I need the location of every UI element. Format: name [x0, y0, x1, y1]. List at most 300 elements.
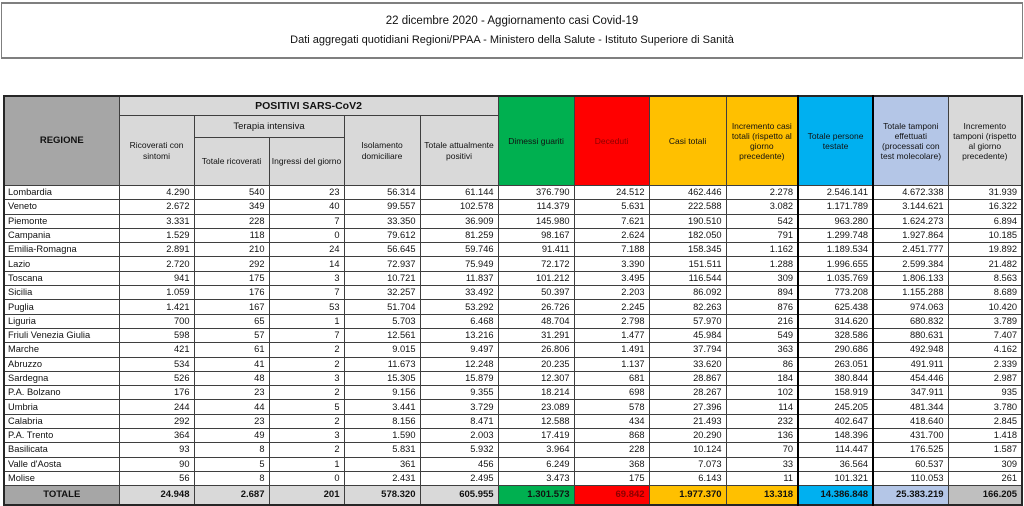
- header-deceduti: Deceduti: [574, 96, 649, 186]
- value-cell: 151.511: [649, 257, 726, 271]
- value-cell: 28.267: [649, 386, 726, 400]
- value-cell: 492.948: [873, 343, 948, 357]
- value-cell: 11.673: [344, 357, 420, 371]
- region-cell: Abruzzo: [4, 357, 119, 371]
- totale-value-cell: 201: [269, 486, 344, 506]
- value-cell: 13.216: [420, 328, 498, 342]
- value-cell: 7: [269, 286, 344, 300]
- value-cell: 244: [119, 400, 194, 414]
- value-cell: 1.155.288: [873, 286, 948, 300]
- value-cell: 26.806: [498, 343, 574, 357]
- value-cell: 309: [948, 457, 1022, 471]
- value-cell: 6.249: [498, 457, 574, 471]
- value-cell: 540: [194, 186, 269, 200]
- region-cell: Umbria: [4, 400, 119, 414]
- value-cell: 50.397: [498, 286, 574, 300]
- region-cell: Basilicata: [4, 443, 119, 457]
- value-cell: 33: [726, 457, 798, 471]
- value-cell: 136: [726, 429, 798, 443]
- table-row: [4, 300, 1022, 314]
- value-cell: 9.156: [344, 386, 420, 400]
- value-cell: 26.726: [498, 300, 574, 314]
- table-row: [4, 386, 1022, 400]
- value-cell: 82.263: [649, 300, 726, 314]
- value-cell: 1.189.534: [798, 243, 873, 257]
- value-cell: 526: [119, 371, 194, 385]
- value-cell: 116.544: [649, 271, 726, 285]
- value-cell: 491.911: [873, 357, 948, 371]
- table-header: [4, 96, 1022, 186]
- value-cell: 1.491: [574, 343, 649, 357]
- value-cell: 56: [119, 471, 194, 485]
- value-cell: 20.290: [649, 429, 726, 443]
- value-cell: 1.059: [119, 286, 194, 300]
- table-row: [4, 457, 1022, 471]
- value-cell: 3.331: [119, 214, 194, 228]
- value-cell: 98.167: [498, 228, 574, 242]
- value-cell: 364: [119, 429, 194, 443]
- table-row: [4, 286, 1022, 300]
- value-cell: 10.124: [649, 443, 726, 457]
- value-cell: 12.588: [498, 414, 574, 428]
- value-cell: 11.837: [420, 271, 498, 285]
- value-cell: 9.015: [344, 343, 420, 357]
- value-cell: 880.631: [873, 328, 948, 342]
- value-cell: 434: [574, 414, 649, 428]
- region-cell: Piemonte: [4, 214, 119, 228]
- value-cell: 51.704: [344, 300, 420, 314]
- totale-value-cell: 578.320: [344, 486, 420, 506]
- region-cell: Toscana: [4, 271, 119, 285]
- value-cell: 7.073: [649, 457, 726, 471]
- value-cell: 44: [194, 400, 269, 414]
- value-cell: 2: [269, 386, 344, 400]
- value-cell: 5.932: [420, 443, 498, 457]
- value-cell: 33.350: [344, 214, 420, 228]
- region-cell: Emilia-Romagna: [4, 243, 119, 257]
- value-cell: 70: [726, 443, 798, 457]
- value-cell: 19.892: [948, 243, 1022, 257]
- value-cell: 462.446: [649, 186, 726, 200]
- value-cell: 7.621: [574, 214, 649, 228]
- value-cell: 8: [194, 443, 269, 457]
- report-title-box: [1, 2, 1023, 59]
- region-cell: Liguria: [4, 314, 119, 328]
- value-cell: 2.546.141: [798, 186, 873, 200]
- value-cell: 3.390: [574, 257, 649, 271]
- value-cell: 3: [269, 371, 344, 385]
- value-cell: 292: [119, 414, 194, 428]
- table-row: [4, 271, 1022, 285]
- value-cell: 0: [269, 471, 344, 485]
- value-cell: 9.355: [420, 386, 498, 400]
- value-cell: 8.563: [948, 271, 1022, 285]
- table-row: [4, 471, 1022, 485]
- value-cell: 0: [269, 228, 344, 242]
- value-cell: 65: [194, 314, 269, 328]
- table-body: [4, 186, 1022, 506]
- value-cell: 12.307: [498, 371, 574, 385]
- value-cell: 1.035.769: [798, 271, 873, 285]
- covid-data-table: [3, 95, 1023, 506]
- table-row: [4, 328, 1022, 342]
- totale-value-cell: 24.948: [119, 486, 194, 506]
- value-cell: 36.909: [420, 214, 498, 228]
- region-cell: Veneto: [4, 200, 119, 214]
- value-cell: 5.703: [344, 314, 420, 328]
- value-cell: 6.894: [948, 214, 1022, 228]
- value-cell: 101.212: [498, 271, 574, 285]
- value-cell: 1.299.748: [798, 228, 873, 242]
- region-cell: Marche: [4, 343, 119, 357]
- value-cell: 175: [194, 271, 269, 285]
- value-cell: 23: [194, 386, 269, 400]
- value-cell: 578: [574, 400, 649, 414]
- value-cell: 549: [726, 328, 798, 342]
- value-cell: 263.051: [798, 357, 873, 371]
- totale-row: [4, 486, 1022, 506]
- table-row: [4, 343, 1022, 357]
- value-cell: 56.645: [344, 243, 420, 257]
- value-cell: 1: [269, 314, 344, 328]
- header-tamponi-effettuati: Totale tamponi effettuati (processati con test molecolare): [873, 96, 948, 186]
- value-cell: 32.257: [344, 286, 420, 300]
- region-cell: Friuli Venezia Giulia: [4, 328, 119, 342]
- header-group-terapia-intensiva: Terapia intensiva: [194, 116, 344, 138]
- value-cell: 309: [726, 271, 798, 285]
- value-cell: 53: [269, 300, 344, 314]
- value-cell: 9.497: [420, 343, 498, 357]
- value-cell: 49: [194, 429, 269, 443]
- table-row: [4, 257, 1022, 271]
- value-cell: 1.927.864: [873, 228, 948, 242]
- value-cell: 148.396: [798, 429, 873, 443]
- table-row: [4, 243, 1022, 257]
- value-cell: 2.245: [574, 300, 649, 314]
- region-cell: Calabria: [4, 414, 119, 428]
- report-subtitle: Dati aggregati quotidiani Regioni/PPAA - Ministero della Salute - Istituto Superiore di Sanità: [290, 34, 734, 46]
- value-cell: 8: [194, 471, 269, 485]
- region-cell: Sardegna: [4, 371, 119, 385]
- value-cell: 481.344: [873, 400, 948, 414]
- value-cell: 222.588: [649, 200, 726, 214]
- value-cell: 210: [194, 243, 269, 257]
- value-cell: 36.564: [798, 457, 873, 471]
- value-cell: 935: [948, 386, 1022, 400]
- table-row: [4, 214, 1022, 228]
- value-cell: 1: [269, 457, 344, 471]
- value-cell: 61: [194, 343, 269, 357]
- value-cell: 349: [194, 200, 269, 214]
- value-cell: 328.586: [798, 328, 873, 342]
- value-cell: 110.053: [873, 471, 948, 485]
- value-cell: 542: [726, 214, 798, 228]
- value-cell: 974.063: [873, 300, 948, 314]
- value-cell: 290.686: [798, 343, 873, 357]
- value-cell: 1.590: [344, 429, 420, 443]
- value-cell: 2: [269, 343, 344, 357]
- value-cell: 167: [194, 300, 269, 314]
- totale-value-cell: 2.687: [194, 486, 269, 506]
- value-cell: 2.339: [948, 357, 1022, 371]
- value-cell: 17.419: [498, 429, 574, 443]
- value-cell: 3.729: [420, 400, 498, 414]
- region-cell: Campania: [4, 228, 119, 242]
- value-cell: 16.322: [948, 200, 1022, 214]
- value-cell: 2.599.384: [873, 257, 948, 271]
- region-cell: Sicilia: [4, 286, 119, 300]
- value-cell: 114: [726, 400, 798, 414]
- value-cell: 2: [269, 357, 344, 371]
- value-cell: 10.420: [948, 300, 1022, 314]
- value-cell: 48.704: [498, 314, 574, 328]
- value-cell: 5.831: [344, 443, 420, 457]
- value-cell: 1.996.655: [798, 257, 873, 271]
- header-incremento-tamponi: Incremento tamponi (rispetto al giorno precedente): [948, 96, 1022, 186]
- value-cell: 1.137: [574, 357, 649, 371]
- value-cell: 60.537: [873, 457, 948, 471]
- value-cell: 53.292: [420, 300, 498, 314]
- value-cell: 3.082: [726, 200, 798, 214]
- header-casi-totali: Casi totali: [649, 96, 726, 186]
- value-cell: 2.003: [420, 429, 498, 443]
- value-cell: 8.156: [344, 414, 420, 428]
- header-regione: REGIONE: [4, 96, 119, 186]
- value-cell: 57: [194, 328, 269, 342]
- value-cell: 2.624: [574, 228, 649, 242]
- header-persone-testate: Totale persone testate: [798, 96, 873, 186]
- totale-value-cell: 14.386.848: [798, 486, 873, 506]
- value-cell: 454.446: [873, 371, 948, 385]
- value-cell: 1.587: [948, 443, 1022, 457]
- value-cell: 5.631: [574, 200, 649, 214]
- value-cell: 625.438: [798, 300, 873, 314]
- value-cell: 963.280: [798, 214, 873, 228]
- value-cell: 376.790: [498, 186, 574, 200]
- value-cell: 2.987: [948, 371, 1022, 385]
- value-cell: 101.321: [798, 471, 873, 485]
- value-cell: 4.290: [119, 186, 194, 200]
- value-cell: 57.970: [649, 314, 726, 328]
- value-cell: 431.700: [873, 429, 948, 443]
- value-cell: 2.798: [574, 314, 649, 328]
- value-cell: 12.561: [344, 328, 420, 342]
- value-cell: 18.214: [498, 386, 574, 400]
- value-cell: 2.203: [574, 286, 649, 300]
- value-cell: 7: [269, 214, 344, 228]
- value-cell: 14: [269, 257, 344, 271]
- totale-value-cell: 1.301.573: [498, 486, 574, 506]
- value-cell: 21.482: [948, 257, 1022, 271]
- value-cell: 27.396: [649, 400, 726, 414]
- value-cell: 10.721: [344, 271, 420, 285]
- value-cell: 24.512: [574, 186, 649, 200]
- value-cell: 184: [726, 371, 798, 385]
- totale-value-cell: 1.977.370: [649, 486, 726, 506]
- header-ingressi-del-giorno: Ingressi del giorno: [269, 138, 344, 186]
- value-cell: 245.205: [798, 400, 873, 414]
- value-cell: 158.919: [798, 386, 873, 400]
- value-cell: 361: [344, 457, 420, 471]
- table-row: [4, 228, 1022, 242]
- value-cell: 402.647: [798, 414, 873, 428]
- region-cell: P.A. Bolzano: [4, 386, 119, 400]
- value-cell: 61.144: [420, 186, 498, 200]
- value-cell: 99.557: [344, 200, 420, 214]
- value-cell: 11: [726, 471, 798, 485]
- value-cell: 8.689: [948, 286, 1022, 300]
- value-cell: 292: [194, 257, 269, 271]
- report-title: 22 dicembre 2020 - Aggiornamento casi Covid-19: [385, 15, 639, 27]
- value-cell: 3.495: [574, 271, 649, 285]
- value-cell: 1.288: [726, 257, 798, 271]
- value-cell: 145.980: [498, 214, 574, 228]
- value-cell: 72.937: [344, 257, 420, 271]
- value-cell: 3.964: [498, 443, 574, 457]
- table-row: [4, 357, 1022, 371]
- value-cell: 232: [726, 414, 798, 428]
- value-cell: 3.441: [344, 400, 420, 414]
- totale-label: TOTALE: [4, 486, 119, 506]
- value-cell: 33.620: [649, 357, 726, 371]
- value-cell: 175: [574, 471, 649, 485]
- value-cell: 7.407: [948, 328, 1022, 342]
- region-cell: Puglia: [4, 300, 119, 314]
- value-cell: 2.278: [726, 186, 798, 200]
- value-cell: 876: [726, 300, 798, 314]
- totale-value-cell: 605.955: [420, 486, 498, 506]
- value-cell: 75.949: [420, 257, 498, 271]
- value-cell: 261: [948, 471, 1022, 485]
- value-cell: 2: [269, 443, 344, 457]
- value-cell: 31.291: [498, 328, 574, 342]
- value-cell: 1.418: [948, 429, 1022, 443]
- value-cell: 56.314: [344, 186, 420, 200]
- value-cell: 1.477: [574, 328, 649, 342]
- region-cell: Valle d'Aosta: [4, 457, 119, 471]
- value-cell: 6.468: [420, 314, 498, 328]
- value-cell: 698: [574, 386, 649, 400]
- value-cell: 1.162: [726, 243, 798, 257]
- value-cell: 8.471: [420, 414, 498, 428]
- value-cell: 534: [119, 357, 194, 371]
- value-cell: 114.379: [498, 200, 574, 214]
- value-cell: 79.612: [344, 228, 420, 242]
- value-cell: 2.431: [344, 471, 420, 485]
- value-cell: 190.510: [649, 214, 726, 228]
- region-cell: P.A. Trento: [4, 429, 119, 443]
- value-cell: 228: [574, 443, 649, 457]
- value-cell: 380.844: [798, 371, 873, 385]
- value-cell: 176.525: [873, 443, 948, 457]
- value-cell: 24: [269, 243, 344, 257]
- value-cell: 418.640: [873, 414, 948, 428]
- value-cell: 680.832: [873, 314, 948, 328]
- header-totale-ricoverati: Totale ricoverati: [194, 138, 269, 186]
- value-cell: 2.845: [948, 414, 1022, 428]
- region-cell: Lazio: [4, 257, 119, 271]
- value-cell: 4.672.338: [873, 186, 948, 200]
- value-cell: 90: [119, 457, 194, 471]
- value-cell: 1.806.133: [873, 271, 948, 285]
- value-cell: 23.089: [498, 400, 574, 414]
- value-cell: 23: [194, 414, 269, 428]
- value-cell: 3.144.621: [873, 200, 948, 214]
- table-row: [4, 314, 1022, 328]
- totale-value-cell: 69.842: [574, 486, 649, 506]
- value-cell: 347.911: [873, 386, 948, 400]
- table-row: [4, 400, 1022, 414]
- value-cell: 118: [194, 228, 269, 242]
- table-row: [4, 200, 1022, 214]
- header-dimessi-guariti: Dimessi guariti: [498, 96, 574, 186]
- value-cell: 15.305: [344, 371, 420, 385]
- region-cell: Lombardia: [4, 186, 119, 200]
- value-cell: 182.050: [649, 228, 726, 242]
- header-incremento-casi: Incremento casi totali (rispetto al giorno precedente): [726, 96, 798, 186]
- value-cell: 3.780: [948, 400, 1022, 414]
- value-cell: 102.578: [420, 200, 498, 214]
- value-cell: 10.185: [948, 228, 1022, 242]
- value-cell: 3.473: [498, 471, 574, 485]
- table-row: [4, 414, 1022, 428]
- value-cell: 31.939: [948, 186, 1022, 200]
- value-cell: 421: [119, 343, 194, 357]
- value-cell: 2.495: [420, 471, 498, 485]
- value-cell: 7.188: [574, 243, 649, 257]
- table-row: [4, 443, 1022, 457]
- value-cell: 72.172: [498, 257, 574, 271]
- value-cell: 5: [269, 400, 344, 414]
- totale-value-cell: 25.383.219: [873, 486, 948, 506]
- value-cell: 23: [269, 186, 344, 200]
- value-cell: 33.492: [420, 286, 498, 300]
- value-cell: 2.451.777: [873, 243, 948, 257]
- value-cell: 48: [194, 371, 269, 385]
- value-cell: 2.672: [119, 200, 194, 214]
- table-row: [4, 371, 1022, 385]
- value-cell: 2.720: [119, 257, 194, 271]
- header-totale-attualmente-positivi: Totale attualmente positivi: [420, 116, 498, 186]
- table-row: [4, 186, 1022, 200]
- value-cell: 598: [119, 328, 194, 342]
- value-cell: 7: [269, 328, 344, 342]
- value-cell: 15.879: [420, 371, 498, 385]
- value-cell: 228: [194, 214, 269, 228]
- value-cell: 941: [119, 271, 194, 285]
- value-cell: 12.248: [420, 357, 498, 371]
- value-cell: 93: [119, 443, 194, 457]
- value-cell: 700: [119, 314, 194, 328]
- value-cell: 1.171.789: [798, 200, 873, 214]
- value-cell: 45.984: [649, 328, 726, 342]
- value-cell: 86: [726, 357, 798, 371]
- value-cell: 5: [194, 457, 269, 471]
- value-cell: 1.421: [119, 300, 194, 314]
- value-cell: 37.794: [649, 343, 726, 357]
- value-cell: 114.447: [798, 443, 873, 457]
- value-cell: 91.411: [498, 243, 574, 257]
- value-cell: 314.620: [798, 314, 873, 328]
- value-cell: 368: [574, 457, 649, 471]
- value-cell: 28.867: [649, 371, 726, 385]
- value-cell: 3.789: [948, 314, 1022, 328]
- header-isolamento-domiciliare: Isolamento domiciliare: [344, 116, 420, 186]
- region-cell: Molise: [4, 471, 119, 485]
- value-cell: 216: [726, 314, 798, 328]
- value-cell: 3: [269, 271, 344, 285]
- value-cell: 773.208: [798, 286, 873, 300]
